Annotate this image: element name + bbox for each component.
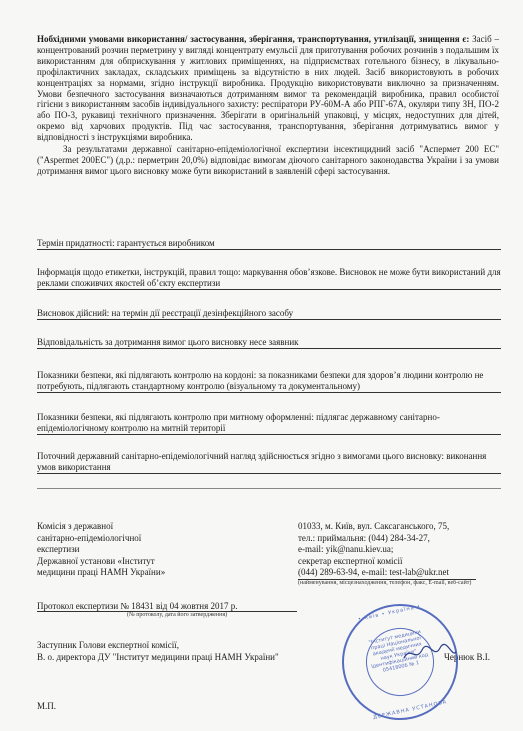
protocol-note: (№ протоколу, дата його затвердження) — [127, 612, 228, 618]
labeling-info: Інформація щодо етикетки, інструкцій, правил тощо: маркування обов’язкове. Висновок не може бути використаний для реклами споживчих якостей об’єкту експертизи — [37, 267, 501, 288]
seal-place: М.П. — [37, 701, 57, 711]
validity-term: Термін придатності: гарантується виробником — [37, 238, 501, 250]
usage-conditions — [37, 34, 499, 177]
handwritten-signature — [400, 640, 460, 666]
email: e-mail: yik@nanu.kiev.ua; — [298, 544, 394, 554]
signatory-name: Чернюк В.І. — [444, 652, 491, 662]
expertise-result-paragraph: За результатами державної санітарно-епідеміологічної експертизи інсектицидний засіб "Аспермет 200 ЕС" ("Aspermet 200EC") (д.р.: перметрин 20,0%) відповідає вимогам діючого санітарного законодавства України і за умови дотримання вимог цього висновку може бути використаний в заявленій сфері застосування. — [37, 144, 499, 176]
contacts-note: (найменування, місцезнаходження, телефон, факс, E-mail, веб-сайт) — [298, 579, 472, 586]
secretary-contact: (044) 289-63-94, e-mail: test-lab@ukr.net — [298, 567, 476, 580]
address: 01033, м. Київ, вул. Саксаганського, 75, — [298, 521, 450, 531]
commission-line-3: експертизи — [37, 544, 80, 554]
protocol — [37, 601, 297, 619]
secretary: секретар експертної комісії — [298, 555, 403, 566]
signatory-title-1: Заступник Голови експертної комісії, — [37, 640, 180, 650]
phone: тел.: приймальня: (044) 284-34-27, — [298, 532, 430, 543]
customs-control-indicators: Показники безпеки, які підлягають контролю при митному оформленні: підлягає державному санітарно-епідеміологічному контролю на митній території — [37, 412, 501, 435]
sanitary-supervision: Поточний державний санітарно-епідеміологічний нагляд здійснюється згідно з вимогами цього висновку: виконання умов використання — [37, 451, 501, 474]
usage-conditions-lead: Нобхідними умовами використання/ застосування, зберігання, транспортування, утилізації, знищення є: — [37, 34, 470, 44]
border-control-indicators: Показники безпеки, які підлягають контролю на кордоні: за показниками безпеки для здоров’я людини контролю не потребують, підлягають стандартному контролю (візуальному та документальному) — [37, 370, 501, 393]
conclusion-validity: Висновок дійсний: на термін дії реєстрації дезінфекційного засобу — [37, 308, 501, 320]
signatory-title-2: В. о. директора ДУ "Інститут медицини праці НАМН України" — [37, 651, 279, 662]
stamp-ring-bottom: ДЕРЖАВНА УСТАНОВА — [372, 699, 448, 721]
divider — [37, 488, 501, 489]
commission-line-4: Державної установи «Інститут — [37, 555, 155, 566]
protocol-text: Протокол експертизи № 18431 від 04 жовтня 2017 р. — [37, 601, 297, 612]
stamp-ring-top: • Київ • Україна • — [357, 603, 422, 623]
commission-contacts — [298, 521, 508, 587]
usage-conditions-body: Засіб – концентрований розчин перметрину у вигляді концентрату емульсії для приготування робочих розчинів з подальшим їх використанням для обприскування у житлових приміщеннях, на підприємствах готельного бізнесу, в лікувально-профілактичних закладах, складських приміщень за відсутністю в них людей. Засіб використовують в робочих концентраціях за нормами, згідно інструкції виробника. Продукцію використовувати виключно за призначенням. Умови безпечного застосування визначаються дотриманням вимог та рекомендацій виробника, правил особистої гігієни з використанням засобів індивідуального захисту: респіратори РУ-60М-А або РПГ-67А, окуляри типу ЗН, ПО-2 або ПО-3, рукавиці технічного призначення. Зберігати в оригінальній упаковці, у місцях, недоступних для дітей, окремо від харчових продуктів. Під час застосування, транспортування, зберігання дотримуватись вимог у відповідності з інструкціями виробника. — [37, 34, 500, 143]
commission-line-5: медицини праці НАМН України» — [37, 567, 166, 577]
commission-name — [37, 521, 257, 579]
stamp-center-text: "Інститут медицини праці Національної академії медичних наук України" Ідентифікаційний код 05418006 № 1 — [368, 629, 429, 674]
commission-line-2: санітарно-епідеміологічної — [37, 532, 142, 543]
responsibility: Відповідальність за дотримання вимог цього висновку несе заявник — [37, 337, 501, 349]
commission-line-1: Комісія з державної — [37, 521, 114, 531]
